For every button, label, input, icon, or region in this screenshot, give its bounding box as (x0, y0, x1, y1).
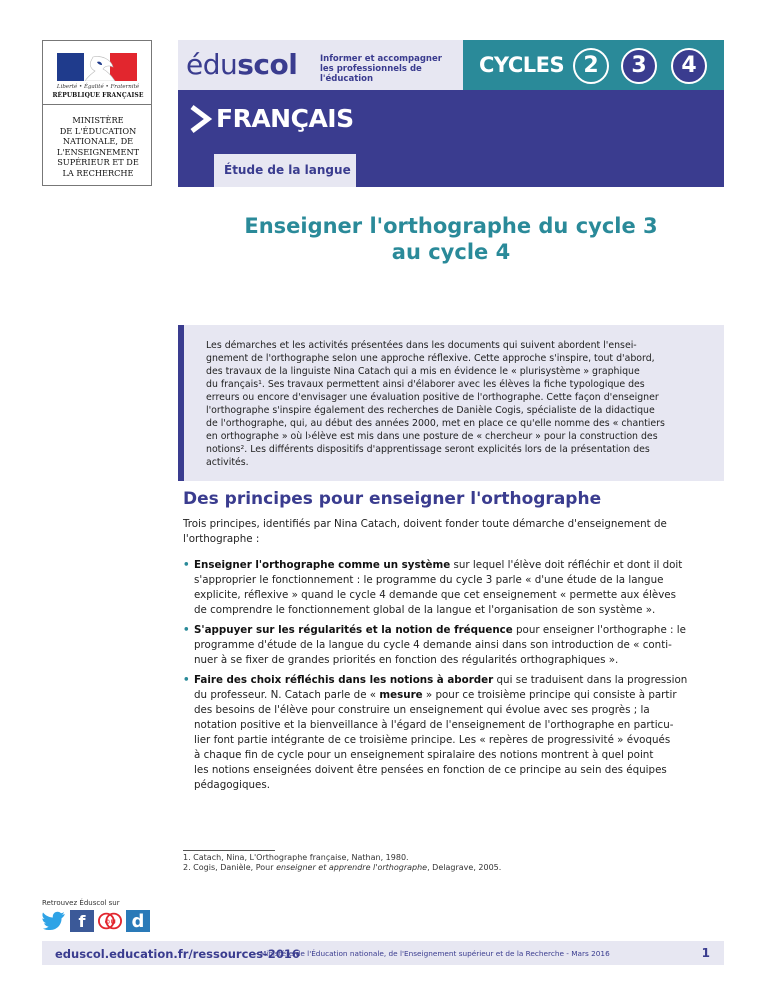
footer-url[interactable]: eduscol.education.fr/ressources-2016 (55, 947, 300, 961)
page-footer (42, 941, 724, 965)
bullet-bold: Enseigner l'orthographe comme un système (194, 559, 451, 571)
document-title (178, 213, 724, 265)
cycle-3-badge: 3 (621, 48, 657, 84)
footnote-divider (183, 850, 275, 851)
bullet-line: lier font partie intégrante de ce troisième principe. Les « repères de progressivité » évoqués (194, 734, 671, 746)
footnote-text: , Delagrave, 2005. (427, 863, 502, 872)
ministry-logo (42, 40, 152, 186)
footer-text: - Ministère de l'Éducation nationale, de l'Enseignement supérieur et de la Recherche - Mars 2016 (255, 949, 610, 958)
ministry-line: LA RECHERCHE (62, 167, 134, 178)
intro-line: gnement de l'orthographe selon une approche réflexive. Cette approche s'inspire, tout d'abord, (206, 353, 655, 364)
subject-banner (178, 90, 724, 187)
republic-motto: Liberté • Égalité • Fraternité (56, 84, 140, 90)
bullet-line: à chaque fin de cycle pour un enseignement spiralaire des notions montrent à quel point (194, 749, 654, 761)
bullet-text: du professeur. N. Catach parle de « (194, 689, 380, 701)
footnote-2 (183, 863, 501, 873)
lead-line: Trois principes, identifiés par Nina Catach, doivent fonder toute démarche d'enseignement de (183, 518, 667, 530)
intro-line: en orthographe » où l›élève est mis dans une posture de « chercheur » pour la construction des (206, 431, 658, 442)
logo-light: édu (186, 48, 238, 81)
republic-name: RÉPUBLIQUE FRANÇAISE (52, 92, 144, 99)
intro-line: du français¹. Ses travaux permettent ainsi d'élaborer avec les élèves la fiche typologique des (206, 379, 645, 390)
intro-line: activités. (206, 457, 249, 468)
bullet-bold: mesure (379, 689, 423, 701)
list-item (183, 623, 723, 668)
intro-line: Les démarches et les activités présentées dans les documents qui suivent abordent l'ensei- (206, 340, 637, 351)
cycle-2-badge: 2 (573, 48, 609, 84)
ministry-line: MINISTÈRE (72, 115, 124, 125)
footnote-1: 1. Catach, Nina, L'Orthographe française, Nathan, 1980. (183, 853, 409, 862)
bullet-line: nuer à se fixer de grandes priorités en fonction des régularités orthographiques ». (194, 654, 619, 666)
topic-tab-label: Étude de la langue (224, 163, 351, 177)
dailymotion-icon[interactable]: d (126, 910, 150, 932)
logo-bold: scol (237, 48, 298, 81)
title-line: Enseigner l'orthographe du cycle 3 (244, 214, 658, 238)
eduscol-header (178, 40, 463, 90)
bullet-line: s'approprier le fonctionnement : le programme du cycle 3 parle « d'une étude de la langue (194, 574, 664, 586)
bullet-text: qui se traduisent dans la progression (493, 674, 688, 686)
intro-line: des travaux de la linguiste Nina Catach qui a mis en évidence le « plurisystème » graphique (206, 366, 640, 377)
footnote-text: 2. Cogis, Danièle, Pour (183, 863, 277, 872)
list-item (183, 558, 723, 618)
page-number: 1 (701, 946, 710, 960)
bullet-text: sur lequel l'élève doit réfléchir et dont il doit (450, 559, 683, 571)
bullet-icon: • (183, 624, 190, 636)
title-line: au cycle 4 (391, 240, 511, 264)
canal-u-label: ©U (104, 917, 116, 926)
social-links (42, 910, 150, 934)
divider (43, 104, 151, 105)
eduscol-logo[interactable] (186, 48, 297, 81)
lead-line: l'orthographe : (183, 533, 260, 545)
marianne-icon (71, 53, 123, 81)
bullet-bold: Faire des choix réfléchis dans les notions à aborder (194, 674, 494, 686)
bullet-text: » pour ce troisième principe qui consiste à partir (422, 689, 677, 701)
ministry-line: SUPÉRIEUR ET DE (57, 157, 139, 167)
cycle-4-badge: 4 (671, 48, 707, 84)
bullet-line: les notions enseignées doivent être pensées en fonction de ce principe au sein des équipes (194, 764, 667, 776)
cycles-banner (463, 40, 724, 90)
twitter-icon[interactable] (42, 910, 66, 932)
ministry-line: DE L'ÉDUCATION (59, 125, 137, 136)
cycles-label: CYCLES (479, 53, 565, 77)
bullet-line: explicite, réflexive » quand le cycle 4 demande que cet enseignement « permette aux élèves (194, 589, 676, 601)
bullet-line: de comprendre le fonctionnement global de la langue et l'organisation de son système ». (194, 604, 656, 616)
principles-list (183, 558, 723, 798)
tagline-line: les professionnels de l'éducation (320, 64, 422, 84)
intro-line: notions². Les différents dispositifs d'apprentissage seront explicités lors de la présentation des (206, 444, 650, 455)
canal-u-icon[interactable] (98, 910, 122, 932)
french-flag-icon (57, 53, 137, 81)
bullet-bold: S'appuyer sur les régularités et la notion de fréquence (194, 624, 513, 636)
intro-box (178, 325, 724, 481)
list-item (183, 673, 723, 793)
intro-line: erreurs ou encore d'envisager une évaluation positive de l'orthographe. Cette façon d'enseigner (206, 392, 659, 403)
social-label: Retrouvez Éduscol sur (42, 899, 120, 907)
tagline-line: Informer et accompagner (320, 54, 442, 64)
topic-tab (214, 154, 356, 187)
intro-line: l'orthographe s'inspire également des recherches de Danièle Cogis, spécialiste de la didactique (206, 405, 655, 416)
bullet-icon: • (183, 559, 190, 571)
intro-line: de l'orthographe, qui, au début des années 2000, met en place ce qu'elle nomme des « chantiers (206, 418, 665, 429)
intro-text (206, 339, 716, 469)
ministry-line: L'ENSEIGNEMENT (56, 146, 140, 157)
footnote-title: enseigner et apprendre l'orthographe (276, 863, 428, 872)
bullet-line: notation positive et la bienveillance à l'égard de l'enseignement de l'orthographe en particu- (194, 719, 674, 731)
ministry-name (47, 115, 149, 178)
section-heading: Des principes pour enseigner l'orthographe (183, 489, 602, 509)
bullet-line: pédagogiques. (194, 779, 270, 791)
subject-title: FRANÇAIS (216, 104, 354, 133)
bullet-text: pour enseigner l'orthographe : le (512, 624, 686, 636)
bullet-line: des besoins de l'élève pour construire un enseignement qui évolue avec ses progrès ; la (194, 704, 650, 716)
facebook-icon[interactable]: f (70, 910, 94, 932)
eduscol-tagline (320, 54, 463, 84)
bullet-icon: • (183, 674, 190, 686)
section-lead (183, 517, 723, 547)
chevron-right-icon (188, 104, 214, 134)
bullet-line: programme d'étude de la langue du cycle 4 demande ainsi dans son introduction de « conti- (194, 639, 672, 651)
ministry-line: NATIONALE, DE (62, 136, 134, 146)
